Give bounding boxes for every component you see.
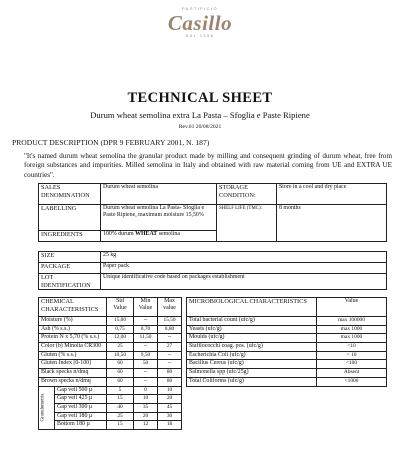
micro-value: <100 (317, 360, 387, 369)
brand-logo (0, 6, 400, 38)
chem-name: Color (b) Minolta CR300 (39, 343, 107, 352)
micro-value: <10 (317, 343, 387, 352)
chem-name: Moisture (%) (39, 317, 107, 326)
max-value-header: Max value (158, 298, 182, 317)
sieve-name: Gap veil 180 µ (55, 412, 107, 421)
shelf-life-label: SHELF LIFE (TMC): (217, 205, 277, 242)
sieve-min: 35 (134, 403, 158, 412)
sieve-std: 5 (107, 386, 134, 395)
chem-max: 80 (158, 369, 182, 378)
empty-cell (182, 403, 387, 412)
micro-value: max 1000 (317, 334, 387, 343)
size-label: SIZE (39, 252, 101, 263)
chem-std: 15,00 (107, 317, 134, 326)
description-title: PRODUCT DESCRIPTION (DPR 9 FEBRUARY 2001, N. 187) (12, 138, 210, 147)
micro-name: Yeasts (ufc/g) (187, 325, 317, 334)
chem-std: 12,00 (107, 334, 134, 343)
sieve-row (39, 386, 387, 395)
chem-std: 25 (107, 343, 134, 352)
labelling-label: LABELLING (39, 205, 101, 231)
chem-min: 11,50 (134, 334, 158, 343)
ingredients-label: INGREDIENTS (39, 231, 101, 242)
sieve-max: 45 (158, 403, 182, 412)
sieve-name: Gap veil 425 µ (55, 395, 107, 404)
chem-max: -- (158, 360, 182, 369)
micro-value: max 100000 (317, 317, 387, 326)
chem-min: 50 (134, 360, 158, 369)
table-row (39, 343, 387, 352)
table-row (39, 369, 387, 378)
size-value: 25 kg (101, 252, 387, 263)
labelling-value: Durum wheat semolina La Pasta- Sfoglia e Paste Ripiene, maximum moisture 15,50% (101, 205, 217, 231)
granulometry-label: Granulometria (39, 386, 55, 429)
chem-max: 15,50 (158, 317, 182, 326)
chem-name: Gluten (% s.s.) (39, 351, 107, 360)
sales-denomination-value: Durum wheat semolina (101, 184, 217, 205)
sieve-min: 0 (134, 386, 158, 395)
chem-min: -- (134, 343, 158, 352)
shelf-life-value: 8 months (277, 205, 387, 242)
table-row (39, 360, 387, 369)
empty-cell (182, 386, 387, 395)
sieve-row (39, 421, 387, 430)
table-row (39, 351, 387, 360)
empty-cell (182, 395, 387, 404)
sales-denomination-label: SALES DENOMINATION (39, 184, 101, 205)
chem-min: -- (134, 317, 158, 326)
lot-identification-value: Unique identificative code based on packages establishment (101, 274, 387, 290)
revision-label: Rev.01 20/08/2021 (178, 124, 222, 130)
packaging-table (38, 251, 387, 290)
logo-sub-text: DAL 1958 (185, 34, 215, 38)
chem-min: 9,50 (134, 351, 158, 360)
micro-value: < 10 (317, 351, 387, 360)
chem-min: -- (134, 377, 158, 386)
document-title: TECHNICAL SHEET (127, 90, 273, 106)
info-table (38, 183, 387, 242)
chem-std: 10,50 (107, 351, 134, 360)
empty-cell (182, 421, 387, 430)
ingredients-prefix: 100% durum (103, 231, 136, 237)
sieve-row (39, 412, 387, 421)
chem-max: -- (158, 334, 182, 343)
chem-max: 0,80 (158, 325, 182, 334)
sieve-max: 10 (158, 386, 182, 395)
storage-condition-label: STORAGE CONDITION: (217, 184, 277, 205)
micro-value: <1000 (317, 377, 387, 386)
characteristics-table (38, 297, 387, 430)
table-row (39, 377, 387, 386)
chem-std: 60 (107, 377, 134, 386)
sieve-max: 30 (158, 412, 182, 421)
empty-cell (182, 412, 387, 421)
logo-top-text: PASTIFICIO (182, 6, 218, 11)
sieve-std: 15 (107, 395, 134, 404)
sieve-max: 20 (158, 395, 182, 404)
sieve-min: 12 (134, 421, 158, 430)
chem-min: 0,70 (134, 325, 158, 334)
table-row (39, 317, 387, 326)
sieve-name: Gap veil 500 µ (55, 386, 107, 395)
micro-value: Absent (317, 369, 387, 378)
lot-identification-label: LOT IDENTIFICATION (39, 274, 101, 290)
chem-std: 0,75 (107, 325, 134, 334)
sieve-name: Bottom 180 µ (55, 421, 107, 430)
table-row (39, 334, 387, 343)
micro-value-header: Value (317, 298, 387, 317)
sieve-row (39, 403, 387, 412)
ingredients-value (101, 231, 217, 242)
ingredients-suffix: semolina (157, 231, 180, 237)
chem-max: -- (158, 351, 182, 360)
micro-name: Total Coliforms (ufc/g) (187, 377, 317, 386)
chem-std: 60 (107, 360, 134, 369)
micro-name: Moulds (ufc/g) (187, 334, 317, 343)
std-value-header: Std Value (107, 298, 134, 317)
sieve-std: 25 (107, 412, 134, 421)
min-value-header: Min Value (134, 298, 158, 317)
chem-name: Gluten Index [0-100] (39, 360, 107, 369)
sieve-min: 10 (134, 395, 158, 404)
product-subtitle: Durum wheat semolina extra La Pasta – Sfoglia e Paste Ripiene (90, 110, 310, 120)
sieve-std: 15 (107, 421, 134, 430)
chem-name: Brown specks n/dmq (39, 377, 107, 386)
chem-name: Black specks n/dmq (39, 369, 107, 378)
micro-name: Escherichia Coli (ufc/g) (187, 351, 317, 360)
package-label: PACKAGE (39, 263, 101, 274)
package-value: Paper pack (101, 263, 387, 274)
sieve-min: 20 (134, 412, 158, 421)
chem-name: Ash (% s.s.) (39, 325, 107, 334)
sieve-max: 18 (158, 421, 182, 430)
chem-max: 27 (158, 343, 182, 352)
sieve-name: Gap veil 300 µ (55, 403, 107, 412)
chem-min: -- (134, 369, 158, 378)
storage-condition-value: Store in a cool and dry place (277, 184, 387, 205)
table-row (39, 325, 387, 334)
chem-name: Protein N x 5,70 (% s.s.) (39, 334, 107, 343)
micro-value: max 1000 (317, 325, 387, 334)
logo-name: Casillo (167, 11, 233, 35)
ingredients-allergen: WHEAT (135, 231, 158, 237)
micro-name: Stafilococchi coag. pos. (ufc/g) (187, 343, 317, 352)
chem-max: 80 (158, 377, 182, 386)
chem-std: 60 (107, 369, 134, 378)
sieve-std: 40 (107, 403, 134, 412)
microbiological-header: MICROBIOLOGICAL CHARACTERISTICS (187, 298, 317, 317)
micro-name: Salmonella spp (ufc/25g) (187, 369, 317, 378)
chemical-header: CHEMICAL CHARACTERISTICS (39, 298, 107, 317)
micro-name: Bacillus Cereus (ufc/g) (187, 360, 317, 369)
description-text: "It's named durum wheat semolina the granular product made by milling and consequent grinding of durum wheat, free from foreign substances and impurities. Milled semolina in Italy and obtained with raw material coming from UE and EXTRA UE countries". (24, 152, 392, 179)
micro-name: Total bacterial count (ufc/g) (187, 317, 317, 326)
sieve-row (39, 395, 387, 404)
